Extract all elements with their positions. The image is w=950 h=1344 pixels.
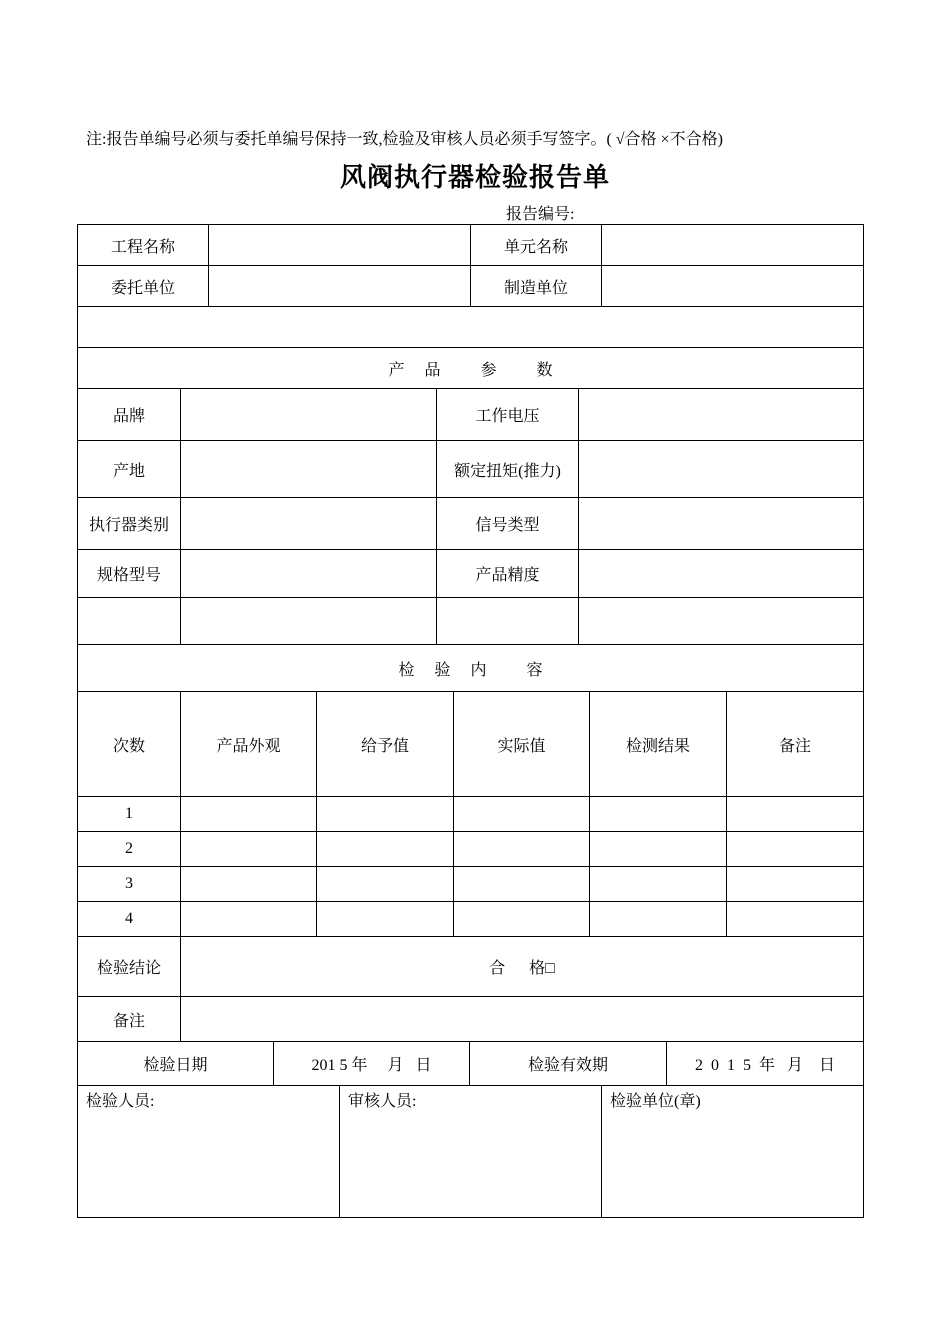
manufacturer-label: 制造单位 [471, 266, 602, 307]
inspection-date-field[interactable]: 201 5 年 月 日 [274, 1042, 470, 1086]
voltage-field[interactable] [579, 389, 864, 441]
remarks-cell[interactable] [727, 832, 864, 867]
inspector-signature[interactable] [78, 1086, 340, 1218]
torque-field[interactable] [579, 441, 864, 498]
given-value-cell[interactable] [317, 797, 454, 832]
appearance-cell[interactable] [181, 867, 317, 902]
client-label: 委托单位 [78, 266, 209, 307]
extra-field-cell[interactable] [181, 598, 437, 645]
product-params-table [77, 388, 864, 692]
client-field[interactable] [209, 266, 471, 307]
inspection-date-label: 检验日期 [78, 1042, 274, 1086]
signal-type-label: 信号类型 [437, 498, 579, 550]
actual-value-cell[interactable] [454, 832, 590, 867]
actuator-type-label: 执行器类别 [78, 498, 181, 550]
given-value-cell[interactable] [317, 832, 454, 867]
table-row [78, 832, 864, 867]
brand-label: 品牌 [78, 389, 181, 441]
table-row [78, 902, 864, 937]
dates-table [77, 1041, 864, 1086]
row-number: 2 [78, 832, 181, 867]
remarks-field[interactable] [181, 997, 864, 1042]
instruction-note: 注:报告单编号必须与委托单编号保持一致,检验及审核人员必须手写签字。( √合格 ×不合格) [86, 131, 723, 148]
col-result-header: 检测结果 [590, 692, 727, 797]
appearance-cell[interactable] [181, 902, 317, 937]
remarks-cell[interactable] [727, 902, 864, 937]
row-number: 1 [78, 797, 181, 832]
blank-row[interactable] [78, 307, 864, 348]
origin-label: 产地 [78, 441, 181, 498]
model-field[interactable] [181, 550, 437, 598]
conclusion-label: 检验结论 [78, 937, 181, 997]
result-cell[interactable] [590, 867, 727, 902]
result-cell[interactable] [590, 832, 727, 867]
reviewer-label: 审核人员: [348, 1093, 417, 1110]
manufacturer-field[interactable] [602, 266, 864, 307]
col-count-header: 次数 [78, 692, 181, 797]
validity-field[interactable]: 2 0 1 5 年 月 日 [667, 1042, 864, 1086]
unit-stamp-label: 检验单位(章) [610, 1093, 701, 1110]
col-given-value-header: 给予值 [317, 692, 454, 797]
actual-value-cell[interactable] [454, 902, 590, 937]
validity-label: 检验有效期 [470, 1042, 667, 1086]
conclusion-checkbox[interactable]: 合 格□ [181, 937, 864, 997]
unit-name-field[interactable] [602, 225, 864, 266]
precision-label: 产品精度 [437, 550, 579, 598]
inspection-header-row [78, 692, 864, 797]
project-name-label: 工程名称 [78, 225, 209, 266]
col-remarks-header: 备注 [727, 692, 864, 797]
actuator-type-field[interactable] [181, 498, 437, 550]
result-cell[interactable] [590, 902, 727, 937]
unit-stamp[interactable] [602, 1086, 864, 1218]
reviewer-signature[interactable] [340, 1086, 602, 1218]
page-title: 风阀执行器检验报告单 [339, 163, 610, 192]
product-params-title: 产 品 参 数 [78, 348, 864, 389]
signatures-table [77, 1085, 864, 1218]
row-number: 3 [78, 867, 181, 902]
header-info-table [77, 224, 864, 389]
origin-field[interactable] [181, 441, 437, 498]
appearance-cell[interactable] [181, 832, 317, 867]
appearance-cell[interactable] [181, 797, 317, 832]
report-number-label: 报告编号: [506, 206, 575, 223]
precision-field[interactable] [579, 550, 864, 598]
actual-value-cell[interactable] [454, 867, 590, 902]
col-actual-value-header: 实际值 [454, 692, 590, 797]
extra-field-cell-2[interactable] [579, 598, 864, 645]
remarks-cell[interactable] [727, 797, 864, 832]
inspection-table [77, 691, 864, 937]
model-label: 规格型号 [78, 550, 181, 598]
unit-name-label: 单元名称 [471, 225, 602, 266]
col-appearance-header: 产品外观 [181, 692, 317, 797]
inspection-section-title: 检 验 内 容 [78, 645, 864, 692]
given-value-cell[interactable] [317, 867, 454, 902]
remarks-cell[interactable] [727, 867, 864, 902]
signal-type-field[interactable] [579, 498, 864, 550]
conclusion-table [77, 936, 864, 1042]
inspector-label: 检验人员: [86, 1093, 155, 1110]
torque-label: 额定扭矩(推力) [437, 441, 579, 498]
extra-label-cell-2[interactable] [437, 598, 579, 645]
voltage-label: 工作电压 [437, 389, 579, 441]
given-value-cell[interactable] [317, 902, 454, 937]
actual-value-cell[interactable] [454, 797, 590, 832]
result-cell[interactable] [590, 797, 727, 832]
row-number: 4 [78, 902, 181, 937]
extra-label-cell[interactable] [78, 598, 181, 645]
table-row [78, 797, 864, 832]
brand-field[interactable] [181, 389, 437, 441]
project-name-field[interactable] [209, 225, 471, 266]
remarks-label: 备注 [78, 997, 181, 1042]
table-row [78, 867, 864, 902]
